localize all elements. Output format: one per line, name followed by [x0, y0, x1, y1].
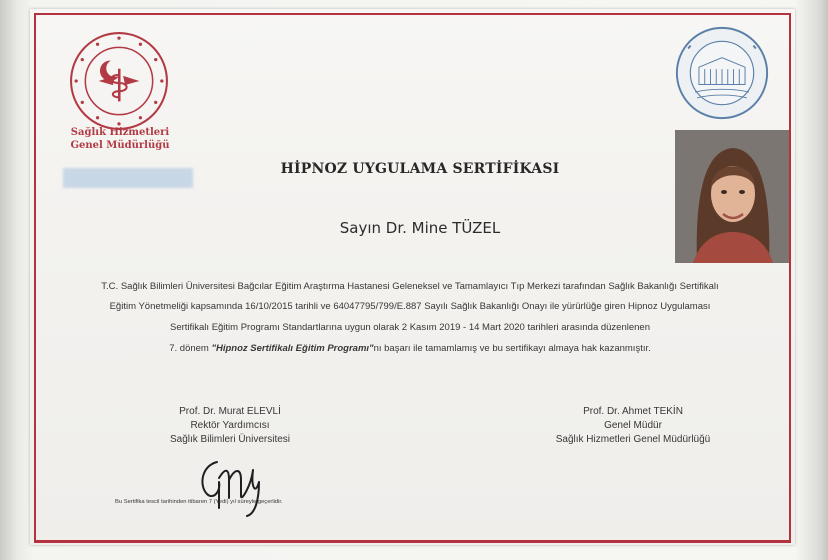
recipient-name: Sayın Dr. Mine TÜZEL: [339, 219, 501, 237]
body-line-1: T.C. Sağlık Bilimleri Üniversitesi Bağcılar Eğitim Araştırma Hastanesi Geleneksel ve Tamamlayıcı Tıp Merkezi tarafından Sağlık Bakanlığı Sertifikalı: [101, 281, 719, 292]
body-line-3: Sertifikalı Eğitim Programı Standartlarına uygun olarak 2 Kasım 2019 - 14 Mart 2020 tarihleri arasında düzenlenen: [169, 322, 650, 333]
signatory-left-name: Prof. Dr. Murat ELEVLİ: [179, 406, 281, 417]
handwritten-signature-icon: [195, 452, 275, 520]
signatory-right: [533, 405, 733, 447]
certificate-border-bottom: [34, 540, 791, 543]
portrait-photo: [675, 130, 789, 263]
signatory-right-position: Genel Müdür: [604, 420, 662, 431]
issuer-name-line2: Genel Müdürlüğü: [70, 140, 170, 151]
redacted-area: [63, 168, 193, 188]
issuer-name: [50, 126, 190, 152]
body-line-4-suffix: nı başarı ile tamamlamış ve bu sertifikayı almaya hak kazanmıştır.: [373, 343, 651, 354]
issuer-name-line1: Sağlık Hizmetleri: [70, 127, 170, 138]
body-line-2: Eğitim Yönetmeliği kapsamında 16/10/2015 tarihli ve 64047795/799/E.887 Sayılı Sağlık Bakanlığı Onayı ile yürürlüğe giren Hipnoz Uygulaması: [109, 301, 711, 312]
program-name: "Hipnoz Sertifikalı Eğitim Programı": [211, 343, 374, 354]
signatory-right-name: Prof. Dr. Ahmet TEKİN: [583, 406, 683, 417]
body-line-4-prefix: 7. dönem: [169, 343, 212, 354]
university-seal-icon: [674, 25, 770, 121]
validity-footnote: Bu Sertifika tescil tarihinden itibaren 7 (Yedi) yıl süreyle geçerlidir.: [115, 499, 283, 505]
signatory-left-institution: Sağlık Bilimleri Üniversitesi: [169, 434, 291, 445]
signatory-left: [130, 405, 330, 447]
signatory-right-institution: Sağlık Hizmetleri Genel Müdürlüğü: [555, 434, 711, 445]
body-line-4: [55, 343, 765, 354]
certificate-title: HİPNOZ UYGULAMA SERTİFİKASI: [280, 161, 560, 177]
ministry-seal-icon: [68, 30, 170, 132]
signatory-left-position: Rektör Yardımcısı: [190, 420, 270, 431]
